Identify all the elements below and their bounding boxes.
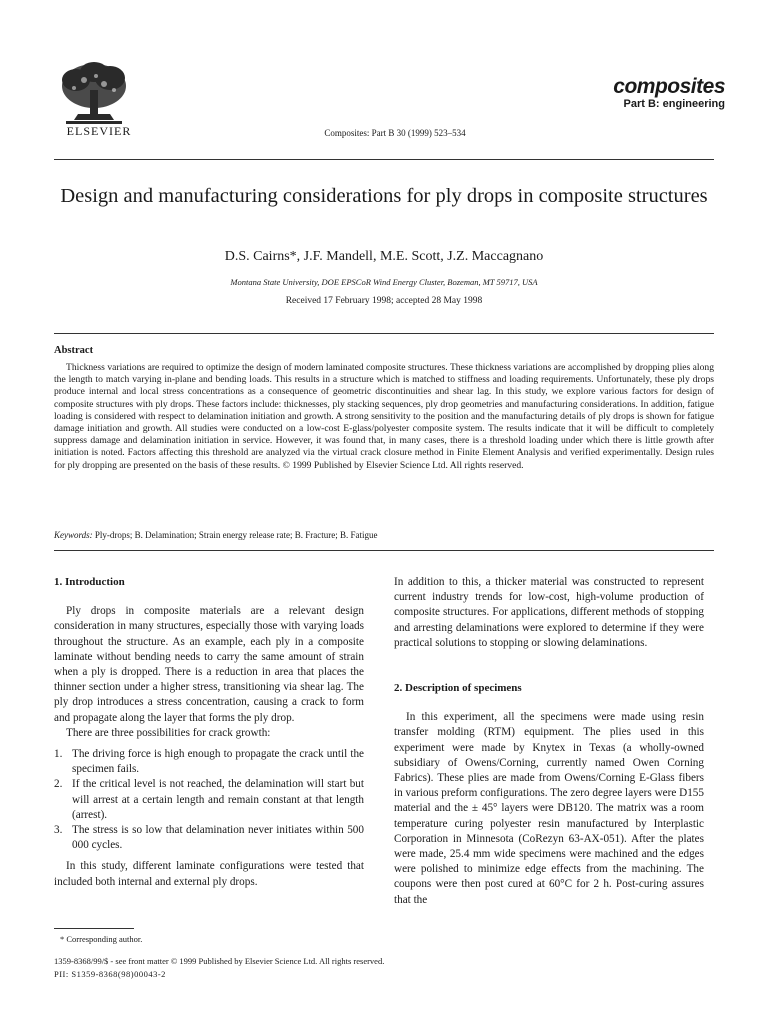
section-1-heading: 1. Introduction xyxy=(54,576,125,588)
abstract-bottom-rule xyxy=(54,550,714,551)
front-matter-line: 1359-8368/99/$ - see front matter © 1999 Published by Elsevier Science Ltd. All rights reserved. xyxy=(54,956,385,966)
journal-citation: Composites: Part B 30 (1999) 523–534 xyxy=(324,128,466,138)
list-item: 2. If the critical level is not reached, the delamination will start but will arrest at a certain length and remain constant at that length (arrest). xyxy=(54,778,364,821)
right-column xyxy=(394,575,704,908)
footnote-rule xyxy=(54,928,134,929)
journal-logo xyxy=(575,76,725,110)
elsevier-tree-logo xyxy=(54,60,134,132)
received-dates: Received 17 February 1998; accepted 28 May 1998 xyxy=(285,296,483,306)
paper-title: Design and manufacturing considerations for ply drops in composite structures xyxy=(60,185,708,207)
crack-growth-list xyxy=(54,747,364,853)
left-column xyxy=(54,575,364,890)
paper-authors: D.S. Cairns*, J.F. Mandell, M.E. Scott, J.Z. Maccagnano xyxy=(224,249,544,264)
publisher-name: ELSEVIER xyxy=(66,124,132,138)
paragraph: Ply drops in composite materials are a relevant design consideration in many structures, especially those with varying loads throughout the structure. As an example, each ply in a composite laminate without bending needs to carry the same amount of strain when a ply is dropped. There is a reduction in area that places the thinner section under a higher stress, transitioning via shear lag. The ply drop introduces a stress concentration, causing a crack to form and propagate along the layer that forms the ply drop. xyxy=(54,605,364,724)
list-item: 3. The stress is so low that delamination never initiates within 500 000 cycles. xyxy=(54,824,364,852)
paragraph: There are three possibilities for crack growth: xyxy=(66,726,271,739)
keywords-list: Ply-drops; B. Delamination; Strain energy release rate; B. Fracture; B. Fatigue xyxy=(94,530,378,540)
paragraph: In this study, different laminate configurations were tested that included both internal and external ply drops. xyxy=(54,860,364,888)
list-item: 1. The driving force is high enough to propagate the crack until the specimen fails. xyxy=(54,748,364,776)
paragraph: In this experiment, all the specimens were made using resin transfer molding (RTM) equipment. The plies used in this experiment were made by Knytex in Texas (a wholly-owned subsidiary of Owens/Corning, currently named Owen Corning Fabrics). These plies are made from Owens/Corning E-Glass fibers in various preform configurations. The zero degree layers were D155 material and the ± 45° layers were DB120. The matrix was a room temperature curing polyester resin manufactured by Interplastic Corporation in Minnesota (CoRezyn 63-AX-051). After the plates were made, 25.4 mm wide specimens were machined and the edges were polished to minimize edge effects from the machining. The coupons were then post cured at 60°C for 2 h. Post-curing assures that the xyxy=(394,711,704,906)
pii-line: PII: S1359-8368(98)00043-2 xyxy=(54,969,166,979)
header-rule xyxy=(54,159,714,160)
journal-part: Part B: engineering xyxy=(623,98,725,110)
author-affiliation: Montana State University, DOE EPSCoR Wind Energy Cluster, Bozeman, MT 59717, USA xyxy=(230,277,538,287)
journal-name: composites xyxy=(613,75,725,98)
paragraph: In addition to this, a thicker material was constructed to represent current industry trends for low-cost, high-volume production of composite structures. For applications, different methods of stopping and arresting delaminations were explored to determine if they were practical solutions to stopping or slowing delaminations. xyxy=(394,576,704,649)
abstract-top-rule xyxy=(54,333,714,334)
section-2-heading: 2. Description of specimens xyxy=(394,682,522,695)
keywords-label: Keywords: xyxy=(54,530,93,540)
abstract-heading: Abstract xyxy=(54,345,94,356)
keywords xyxy=(54,530,714,540)
corresponding-author-footnote: * Corresponding author. xyxy=(60,934,143,944)
abstract-text: Thickness variations are required to optimize the design of modern laminated composite structures. These thickness variations are accomplished by dropping plies along the length to match varying in-plane and bending loads. This results in a structure which is matched to stiffness and loading requirements. Unfortunately, these ply drops produce internal and local stress concentrations as a consequence of geometric discontinuities and shear lag. In this study, we explore various factors for design of composite structures with ply drops. These factors include: thicknesses, ply stacking sequences, ply drop geometries and manufacturing considerations. In addition, fatigue loading is considered with respect to delamination initiation and growth. A strong sensitivity to the position and the manufacturing details of ply drops is shown for fatigue damage initiation and growth. All studies were conducted on a low-cost E-glass/polyester composite system. The results indicate that it will be difficult to completely suppress damage and delamination initiation in service. However, it was found that, in many cases, there is a threshold loading under which there is little growth after initiation is noted. Factors affecting this threshold are analyzed via the virtual crack closure method in Finite Element Analysis and verified experimentally. Design rules for ply dropping are presented on the basis of these results. © 1999 Published by Elsevier Science Ltd. All rights reserved. xyxy=(54,362,714,471)
